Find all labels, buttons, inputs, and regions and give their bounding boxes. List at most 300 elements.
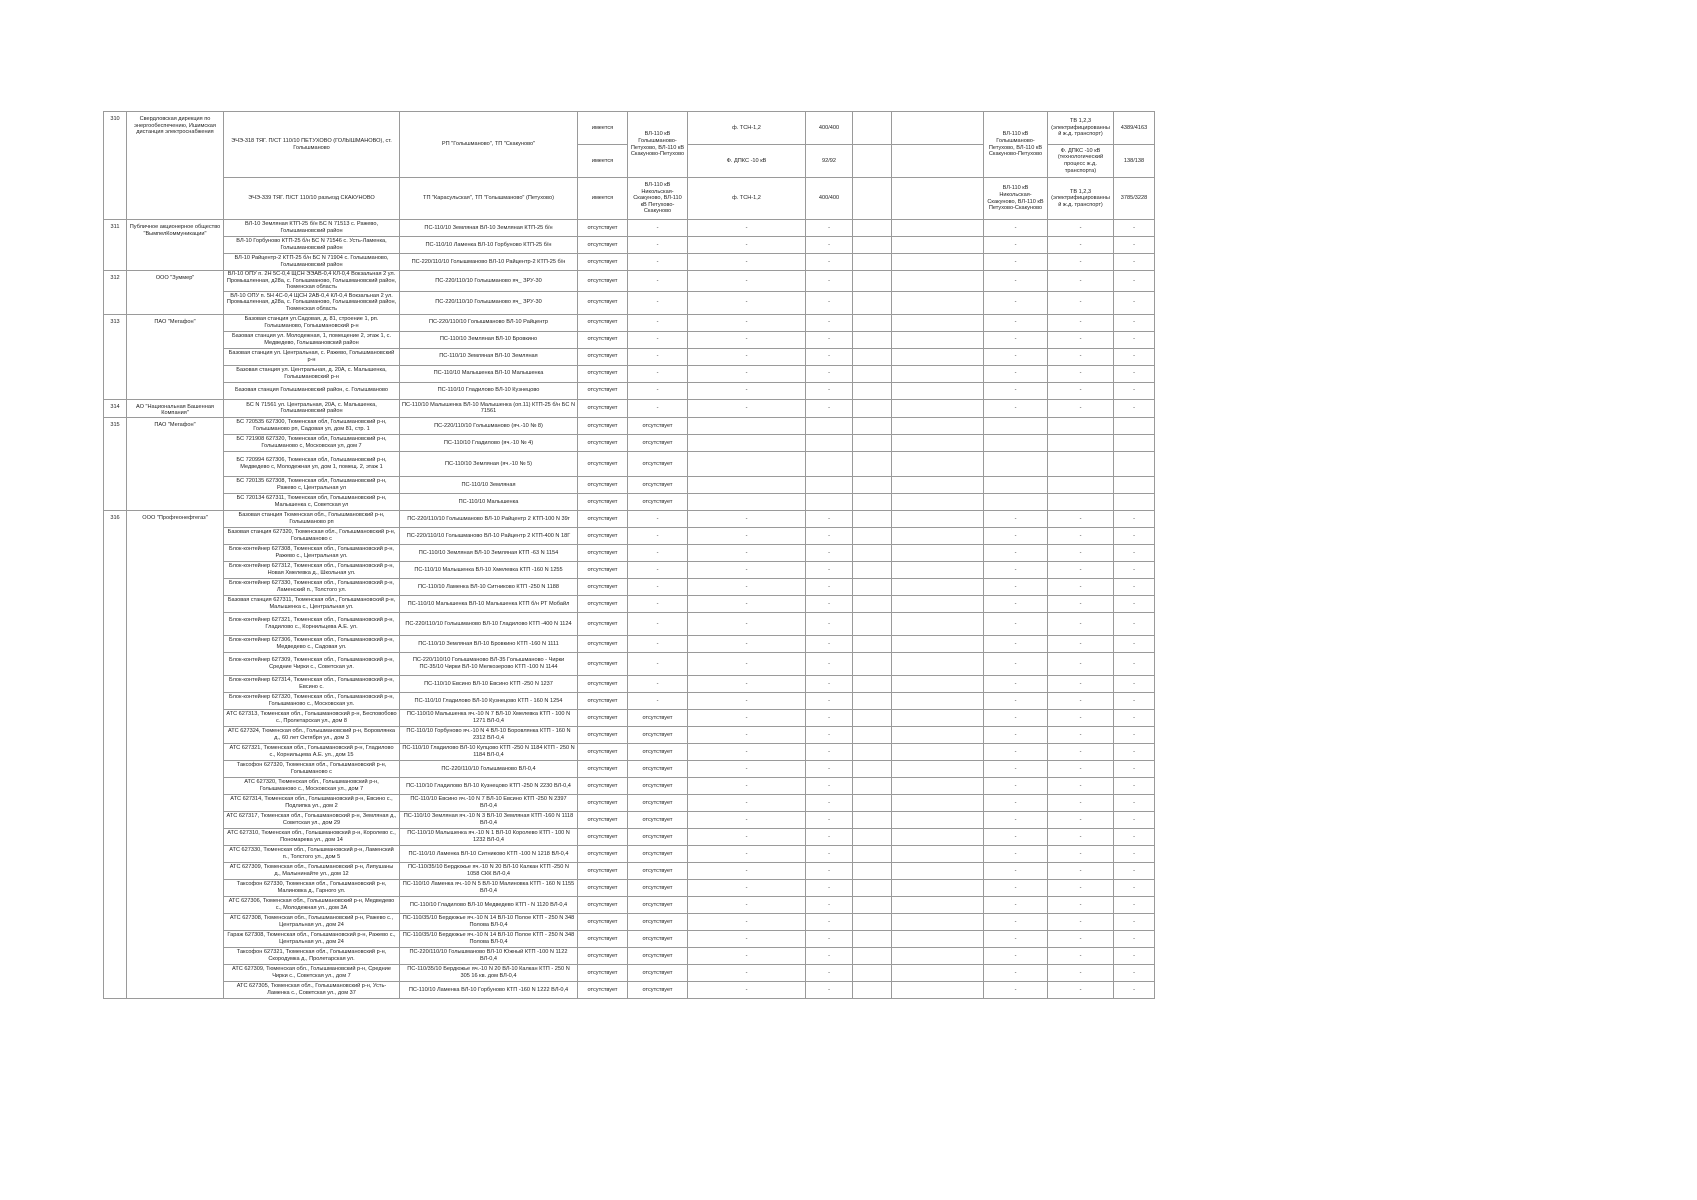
power: -	[984, 365, 1048, 382]
feeder: -	[688, 947, 806, 964]
supply-lines	[853, 112, 892, 145]
backup-lines: -	[628, 271, 688, 292]
backup-status: отсутствует	[578, 451, 628, 476]
power: -	[984, 348, 1048, 365]
category	[892, 417, 984, 434]
backup-status: отсутствует	[578, 578, 628, 595]
backup-lines: -	[628, 331, 688, 348]
load: -	[1114, 399, 1155, 417]
backup-status: отсутствует	[578, 595, 628, 612]
supply-center: ПС-110/10 Малышенка ВЛ-10 Малышенка (оп.11) КТП-25 б/н БС N 71561	[400, 399, 578, 417]
load: -	[1114, 220, 1155, 237]
power: -	[984, 291, 1048, 314]
power: -	[984, 527, 1048, 544]
table-row	[104, 879, 1155, 896]
capacity	[806, 476, 853, 493]
capacity	[806, 434, 853, 451]
load: -	[1114, 981, 1155, 998]
category	[892, 476, 984, 493]
consumer-type: -	[1048, 947, 1114, 964]
load: -	[1114, 709, 1155, 726]
capacity: -	[806, 947, 853, 964]
consumer-type: -	[1048, 981, 1114, 998]
supply-lines	[853, 777, 892, 794]
object-name: БС 720535 627300, Тюменская обл, Голышмановский р-н, Голышманово рп, Садовая ул, дом 81, стр. 1	[224, 417, 400, 434]
feeder: Ф. ДПКС -10 кВ	[688, 145, 806, 178]
supply-lines	[853, 382, 892, 399]
row-number: 314	[104, 399, 127, 417]
backup-lines: ВЛ-110 кВ Никольская-Скакуново, ВЛ-110 кВ Петухово-Скакуново	[628, 178, 688, 220]
category	[892, 561, 984, 578]
backup-lines: -	[628, 399, 688, 417]
table-row	[104, 760, 1155, 777]
supply-center: РП "Голышманово", ТП "Скакуново"	[400, 112, 578, 178]
power: -	[984, 879, 1048, 896]
capacity: -	[806, 964, 853, 981]
table-row	[104, 652, 1155, 675]
feeder: -	[688, 879, 806, 896]
capacity: -	[806, 365, 853, 382]
consumer-type: -	[1048, 237, 1114, 254]
backup-status: отсутствует	[578, 561, 628, 578]
category	[892, 451, 984, 476]
category	[892, 947, 984, 964]
capacity	[806, 451, 853, 476]
supply-center: ПС-110/35/10 Бердюжье яч.-10 N 20 ВЛ-10 Калкан КТП -250 N 1058 СКК ВЛ-0,4	[400, 862, 578, 879]
backup-status: отсутствует	[578, 794, 628, 811]
supply-lines	[853, 760, 892, 777]
backup-status: отсутствует	[578, 254, 628, 271]
backup-lines: -	[628, 612, 688, 635]
backup-lines: отсутствует	[628, 845, 688, 862]
object-name: АТС 627314, Тюменская обл., Голышмановский р-н, Евсино с., Подлипка ул., дом 2	[224, 794, 400, 811]
supply-center: ПС-220/110/10 Голышманово ВЛ-10 Райцентр-2 КТП-25 б/н	[400, 254, 578, 271]
capacity: -	[806, 510, 853, 527]
backup-lines: -	[628, 365, 688, 382]
power: -	[984, 675, 1048, 692]
supply-lines	[853, 434, 892, 451]
backup-status: отсутствует	[578, 635, 628, 652]
table-row	[104, 635, 1155, 652]
capacity: -	[806, 760, 853, 777]
feeder: -	[688, 382, 806, 399]
power: -	[984, 981, 1048, 998]
table-row	[104, 544, 1155, 561]
capacity: -	[806, 399, 853, 417]
backup-status: отсутствует	[578, 743, 628, 760]
object-name: Таксофон 627320, Тюменская обл., Голышмановский р-н, Голышманово с	[224, 760, 400, 777]
supply-center: ПС-220/110/10 Голышманово (яч.-10 № 8)	[400, 417, 578, 434]
power: -	[984, 709, 1048, 726]
supply-center: ПС-110/35/10 Бердюжье яч.-10 N 14 ВЛ-10 Полое КТП - 250 N 348 Полова ВЛ-0,4	[400, 930, 578, 947]
consumer-type	[1048, 434, 1114, 451]
object-name: Таксофон 627321, Тюменская обл., Голышмановский р-н, Скородумка д., Пролетарская ул.	[224, 947, 400, 964]
load: -	[1114, 896, 1155, 913]
capacity: -	[806, 348, 853, 365]
supply-lines	[853, 896, 892, 913]
load	[1114, 434, 1155, 451]
category	[892, 434, 984, 451]
supply-center: ПС-110/10 Земляная ВЛ-10 Земляная КТП-25 б/н	[400, 220, 578, 237]
feeder: -	[688, 777, 806, 794]
backup-lines: -	[628, 291, 688, 314]
row-number: 310	[104, 112, 127, 220]
category	[892, 692, 984, 709]
category	[892, 254, 984, 271]
feeder: -	[688, 760, 806, 777]
capacity: -	[806, 544, 853, 561]
consumer-type: -	[1048, 930, 1114, 947]
feeder: -	[688, 652, 806, 675]
consumer-type: -	[1048, 896, 1114, 913]
capacity: -	[806, 913, 853, 930]
capacity	[806, 493, 853, 510]
power: -	[984, 612, 1048, 635]
power: ВЛ-110 кВ Никольская-Скакуново, ВЛ-110 кВ Петухово-Скакуново	[984, 178, 1048, 220]
supply-lines	[853, 879, 892, 896]
power	[984, 476, 1048, 493]
consumer-type: -	[1048, 709, 1114, 726]
capacity: -	[806, 237, 853, 254]
load: -	[1114, 314, 1155, 331]
backup-status: имеется	[578, 145, 628, 178]
supply-center: ПС-110/10 Земляная ВЛ-10 Земляная КТП -63 N 1154	[400, 544, 578, 561]
feeder: ф. ТСН-1,2	[688, 178, 806, 220]
table-row	[104, 913, 1155, 930]
supply-lines	[853, 178, 892, 220]
backup-lines: -	[628, 578, 688, 595]
row-number: 312	[104, 271, 127, 315]
backup-status: отсутствует	[578, 348, 628, 365]
table-row	[104, 561, 1155, 578]
supply-lines	[853, 254, 892, 271]
load: -	[1114, 544, 1155, 561]
object-name: ВЛ-10 Земляная КТП-25 б/н БС N 71513 с. Ражево, Голышмановский район	[224, 220, 400, 237]
backup-lines: отсутствует	[628, 743, 688, 760]
consumer-type: ТВ 1,2,3 (электрифицированный ж.д. транспорт)	[1048, 178, 1114, 220]
backup-lines: -	[628, 595, 688, 612]
feeder	[688, 451, 806, 476]
backup-lines: отсутствует	[628, 879, 688, 896]
power	[984, 434, 1048, 451]
power: -	[984, 314, 1048, 331]
consumer-type: -	[1048, 365, 1114, 382]
category	[892, 743, 984, 760]
table-row	[104, 254, 1155, 271]
table-row	[104, 709, 1155, 726]
load: -	[1114, 365, 1155, 382]
category	[892, 794, 984, 811]
supply-lines	[853, 652, 892, 675]
feeder: -	[688, 964, 806, 981]
feeder: -	[688, 828, 806, 845]
power: -	[984, 862, 1048, 879]
consumer-type: -	[1048, 271, 1114, 292]
consumer-type: -	[1048, 675, 1114, 692]
category	[892, 331, 984, 348]
capacity: -	[806, 675, 853, 692]
consumer-type: -	[1048, 635, 1114, 652]
power: -	[984, 399, 1048, 417]
load	[1114, 417, 1155, 434]
backup-lines: отсутствует	[628, 777, 688, 794]
feeder: -	[688, 845, 806, 862]
object-name: АТС 627305, Тюменская обл., Голышмановский р-н, Усть-Ламенка с., Советская ул., дом 37	[224, 981, 400, 998]
backup-lines: -	[628, 314, 688, 331]
supply-center: ПС-110/10 Земляная ВЛ-10 Бровкино	[400, 331, 578, 348]
object-name: БС N 71561 ул. Центральная, 20А, с. Малышенка, Голышмановский район	[224, 399, 400, 417]
supply-lines	[853, 314, 892, 331]
object-name: Блок-контейнер 627321, Тюменская обл., Голышмановский р-н, Гладилово с., Корнильцева А.Е. ул.	[224, 612, 400, 635]
backup-lines: отсутствует	[628, 760, 688, 777]
capacity: -	[806, 652, 853, 675]
backup-status: отсутствует	[578, 652, 628, 675]
category	[892, 220, 984, 237]
supply-lines	[853, 399, 892, 417]
supply-center: ПС-110/10 Малышенка яч.-10 N 7 ВЛ-10 Хмелевка КТП - 100 N 1271 ВЛ-0,4	[400, 709, 578, 726]
supply-center: ПС-110/10 Ламенка ВЛ-10 Горбуново КТП -160 N 1222 ВЛ-0,4	[400, 981, 578, 998]
load: -	[1114, 291, 1155, 314]
backup-status: отсутствует	[578, 777, 628, 794]
power: -	[984, 794, 1048, 811]
supply-lines	[853, 635, 892, 652]
supply-center: ПС-220/110/10 Голышманово ВЛ-10 Райцентр	[400, 314, 578, 331]
consumer-type: -	[1048, 612, 1114, 635]
object-name: АТС 627320, Тюменская обл., Голышмановский р-н, Голышманово с., Московская ул., дом 7	[224, 777, 400, 794]
table-row	[104, 527, 1155, 544]
load: -	[1114, 652, 1155, 675]
feeder: -	[688, 220, 806, 237]
power: -	[984, 595, 1048, 612]
supply-center: ПС-110/10 Земляная ВЛ-10 Бровкино КТП -160 N 1111	[400, 635, 578, 652]
supply-lines	[853, 237, 892, 254]
feeder: -	[688, 726, 806, 743]
table-row	[104, 930, 1155, 947]
consumer-type: -	[1048, 561, 1114, 578]
power	[984, 417, 1048, 434]
supply-lines	[853, 476, 892, 493]
supply-center: ПС-110/10 Ламенка яч.-10 N 5 ВЛ-10 Малиновка КТП - 160 N 1155 ВЛ-0,4	[400, 879, 578, 896]
power: -	[984, 652, 1048, 675]
load: -	[1114, 675, 1155, 692]
object-name: Базовая станция ул. Центральная, с. Ражево, Голышмановский р-н	[224, 348, 400, 365]
load: -	[1114, 382, 1155, 399]
table-row	[104, 112, 1155, 145]
supply-lines	[853, 913, 892, 930]
object-name: АТС 627309, Тюменская обл., Голышмановский р-н, Липушаны д., Малынинайте ул., дом 12	[224, 862, 400, 879]
load: -	[1114, 811, 1155, 828]
supply-lines	[853, 451, 892, 476]
object-name: АТС 627313, Тюменская обл., Голышмановский р-н, Бесповобово с., Пролетарская ул., дом 8	[224, 709, 400, 726]
consumer-type	[1048, 493, 1114, 510]
load: 3785/3228	[1114, 178, 1155, 220]
category	[892, 612, 984, 635]
category	[892, 709, 984, 726]
consumer-type: -	[1048, 382, 1114, 399]
backup-status: отсутствует	[578, 476, 628, 493]
category	[892, 896, 984, 913]
category	[892, 760, 984, 777]
capacity: -	[806, 930, 853, 947]
table-row	[104, 947, 1155, 964]
backup-status: отсутствует	[578, 760, 628, 777]
backup-lines: отсутствует	[628, 417, 688, 434]
supply-center: ПС-110/10 Гладилово ВЛ-10 Кузнецово КТП - 160 N 1254	[400, 692, 578, 709]
supply-center: ПС-110/10 Гладилово ВЛ-10 Медведево КТП - N 1120 ВЛ-0,4	[400, 896, 578, 913]
supply-center: ПС-110/10 Гладилово ВЛ-10 Кузнецово КТП -250 N 2230 ВЛ-0,4	[400, 777, 578, 794]
capacity: -	[806, 578, 853, 595]
capacity: -	[806, 896, 853, 913]
object-name: Блок-контейнер 627312, Тюменская обл., Голышмановский р-н, Новая Хмелевка д., Школьная ул.	[224, 561, 400, 578]
category	[892, 930, 984, 947]
backup-status: отсутствует	[578, 675, 628, 692]
power-supply-table	[103, 111, 1155, 999]
backup-status: отсутствует	[578, 811, 628, 828]
supply-lines	[853, 709, 892, 726]
supply-lines	[853, 726, 892, 743]
supply-center: ПС-110/10 Малышенка ВЛ-10 Малышенка	[400, 365, 578, 382]
supply-lines	[853, 331, 892, 348]
load	[1114, 493, 1155, 510]
feeder: -	[688, 896, 806, 913]
backup-lines: отсутствует	[628, 896, 688, 913]
feeder: -	[688, 930, 806, 947]
category	[892, 675, 984, 692]
supply-lines	[853, 291, 892, 314]
load: -	[1114, 794, 1155, 811]
supply-lines	[853, 828, 892, 845]
backup-lines: отсутствует	[628, 451, 688, 476]
backup-status: имеется	[578, 112, 628, 145]
supply-center: ПС-220/110/10 Голышманово ВЛ-35 Голышманово - Чирки ПС-35/10 Чирки ВЛ-10 Мелкозерово КТП -100 N 1144	[400, 652, 578, 675]
object-name: Блок-контейнер 627330, Тюменская обл., Голышмановский р-н, Ламенский п., Толстого ул.	[224, 578, 400, 595]
capacity: -	[806, 709, 853, 726]
supply-lines	[853, 964, 892, 981]
feeder: -	[688, 561, 806, 578]
supply-center: ПС-110/10 Ламенка ВЛ-10 Горбуново КТП-25 б/н	[400, 237, 578, 254]
category	[892, 510, 984, 527]
power	[984, 451, 1048, 476]
power: -	[984, 271, 1048, 292]
backup-lines: -	[628, 348, 688, 365]
backup-lines: отсутствует	[628, 794, 688, 811]
supply-center: ПС-110/10 Малышенка ВЛ-10 Малышенка КТП б/н РТ Мобайл	[400, 595, 578, 612]
backup-lines: отсутствует	[628, 981, 688, 998]
supply-center: ПС-110/10 Гладилово ВЛ-10 Кузнецово	[400, 382, 578, 399]
power: -	[984, 913, 1048, 930]
backup-lines: -	[628, 635, 688, 652]
table-row	[104, 291, 1155, 314]
backup-lines: -	[628, 692, 688, 709]
feeder: -	[688, 675, 806, 692]
feeder: -	[688, 314, 806, 331]
backup-lines: отсутствует	[628, 493, 688, 510]
category	[892, 578, 984, 595]
supply-center: ПС-110/10 Евсино яч.-10 N 7 ВЛ-10 Евсино КТП -250 N 2397 ВЛ-0,4	[400, 794, 578, 811]
consumer-type: -	[1048, 331, 1114, 348]
backup-lines: -	[628, 510, 688, 527]
feeder: -	[688, 365, 806, 382]
supply-lines	[853, 947, 892, 964]
power: -	[984, 635, 1048, 652]
category	[892, 845, 984, 862]
supply-center: ПС-110/10 Земляная	[400, 476, 578, 493]
table-row	[104, 811, 1155, 828]
backup-status: отсутствует	[578, 493, 628, 510]
object-name: АТС 627310, Тюменская обл., Голышмановский р-н, Королево с., Пономарева ул., дом 14	[224, 828, 400, 845]
table-row	[104, 331, 1155, 348]
supply-center: ПС-110/10 Гладилово ВЛ-10 Купцово КТП -250 N 1184 КТП - 250 N 1184 ВЛ-0,4	[400, 743, 578, 760]
power: ВЛ-110 кВ Голышманово-Петухово, ВЛ-110 кВ Скакуново-Петухово	[984, 112, 1048, 178]
consumer-type: -	[1048, 544, 1114, 561]
table-row	[104, 595, 1155, 612]
consumer-type: -	[1048, 760, 1114, 777]
object-name: ВЛ-10 Горбуново КТП-25 б/н БС N 71546 с. Усть-Ламенка, Голышмановский район	[224, 237, 400, 254]
consumer-type: -	[1048, 314, 1114, 331]
power: -	[984, 760, 1048, 777]
load: -	[1114, 760, 1155, 777]
object-name: БС 720134 627311, Тюменская обл, Голышмановский р-н, Малышенка с, Советская ул	[224, 493, 400, 510]
feeder: -	[688, 692, 806, 709]
supply-lines	[853, 220, 892, 237]
consumer-type	[1048, 476, 1114, 493]
load: -	[1114, 726, 1155, 743]
supply-center: ПС-220/110/10 Голышманово ВЛ-10 Райцентр 2 КТП-400 N 18Г	[400, 527, 578, 544]
table-row	[104, 271, 1155, 292]
capacity: 400/400	[806, 178, 853, 220]
feeder: -	[688, 743, 806, 760]
power: -	[984, 726, 1048, 743]
table-row	[104, 493, 1155, 510]
power: -	[984, 743, 1048, 760]
object-name: ВЛ-10 Райцентр-2 КТП-25 б/н БС N 71904 с. Голышманово, Голышмановский район	[224, 254, 400, 271]
table-row	[104, 399, 1155, 417]
supply-center: ПС-110/10 Земляная яч.-10 N 3 ВЛ-10 Земляная КТП -160 N 1118 ВЛ-0,4	[400, 811, 578, 828]
power: -	[984, 692, 1048, 709]
supply-lines	[853, 794, 892, 811]
backup-status: отсутствует	[578, 828, 628, 845]
backup-status: отсутствует	[578, 930, 628, 947]
object-name: ЭЧЭ-339 ТЯГ. П/СТ 110/10 разъезд СКАКУНОВО	[224, 178, 400, 220]
backup-status: отсутствует	[578, 399, 628, 417]
consumer-type: -	[1048, 913, 1114, 930]
table-row	[104, 777, 1155, 794]
consumer-type: -	[1048, 254, 1114, 271]
category	[892, 811, 984, 828]
supply-lines	[853, 612, 892, 635]
power: -	[984, 382, 1048, 399]
row-number: 315	[104, 417, 127, 510]
category	[892, 635, 984, 652]
object-name: БС 721908 627320, Тюменская обл, Голышмановский р-н, Голышманово с, Московская ул, дом 7	[224, 434, 400, 451]
category	[892, 399, 984, 417]
consumer-type: -	[1048, 726, 1114, 743]
table-row	[104, 348, 1155, 365]
capacity: -	[806, 828, 853, 845]
object-name: АТС 627321, Тюменская обл., Голышмановский р-н, Гладилово с., Корнильцева А.Е. ул., дом 15	[224, 743, 400, 760]
feeder: -	[688, 271, 806, 292]
power: -	[984, 237, 1048, 254]
object-name: БС 720135 627308, Тюменская обл, Голышмановский р-н, Ражево с, Центральная ул	[224, 476, 400, 493]
backup-status: отсутствует	[578, 291, 628, 314]
category	[892, 652, 984, 675]
backup-status: отсутствует	[578, 913, 628, 930]
backup-status: отсутствует	[578, 314, 628, 331]
consumer-type: -	[1048, 578, 1114, 595]
capacity: -	[806, 879, 853, 896]
object-name: Таксофон 627330, Тюменская обл., Голышмановский р-н, Малиновка д., Гарного ул.	[224, 879, 400, 896]
consumer-type: -	[1048, 811, 1114, 828]
